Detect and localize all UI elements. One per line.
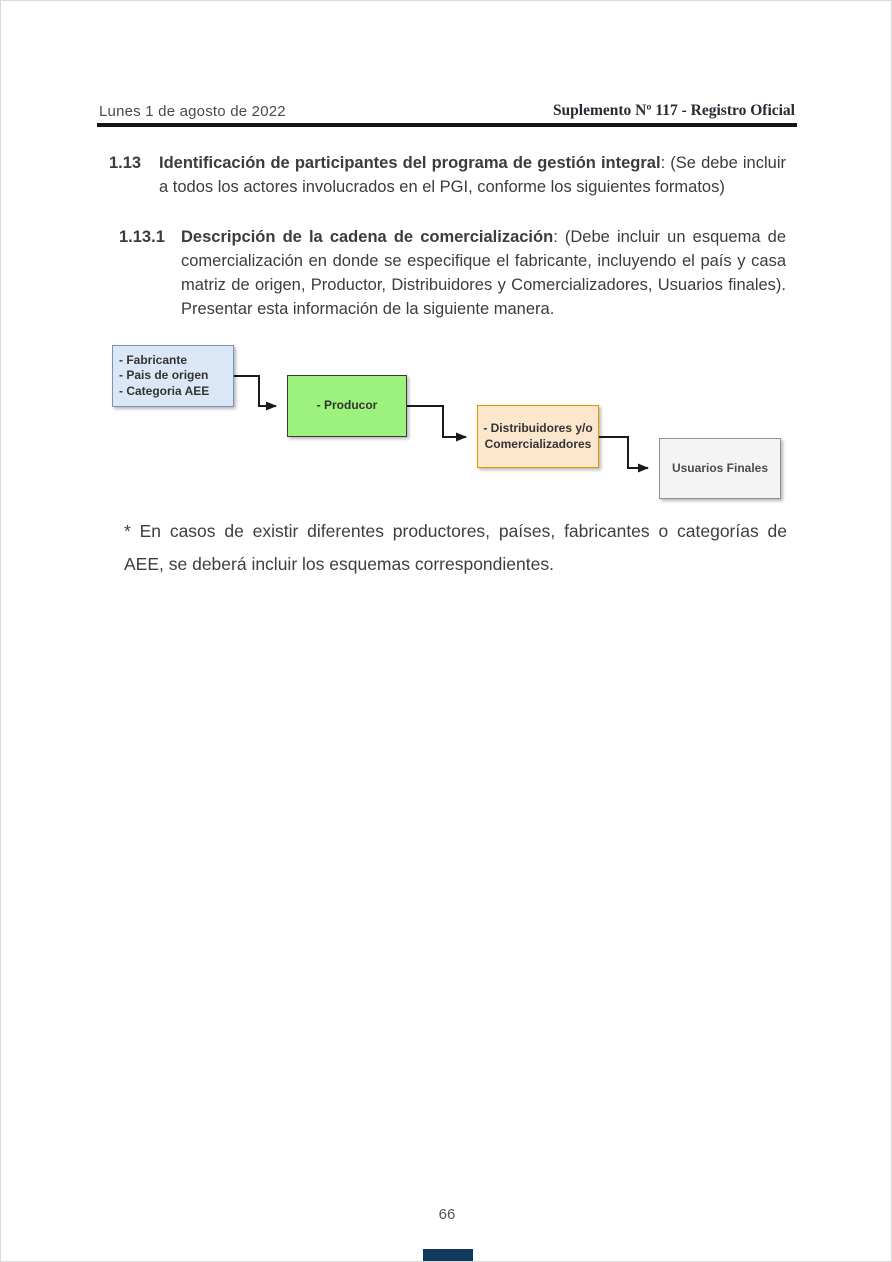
commercialization-flowchart [1,341,892,513]
header-rule [97,123,797,127]
node-label: - Producor [316,398,378,413]
section-title: Descripción de la cadena de comercialización [181,228,554,246]
arrow-productor-distribuidores [407,406,466,437]
section-1-13-1 [97,225,797,321]
section-paragraph [181,225,786,321]
footnote: * En casos de existir diferentes productores, países, fabricantes o categorías de AEE, se deberá incluir los esquemas correspondientes. [124,521,787,574]
section-title: Identificación de participantes del programa de gestión integral [159,154,661,172]
node-usuarios-finales [659,438,781,499]
section-1-13 [97,151,797,199]
node-line: - Fabricante [119,352,188,367]
footer-accent-bar [423,1249,473,1262]
node-line: - Pais de origen [119,368,209,383]
node-line: - Categoria AEE [119,383,210,398]
section-number: 1.13.1 [119,228,165,246]
node-line: Comercializadores [484,436,592,451]
header-publication: Suplemento Nº 117 - Registro Oficial [552,102,795,119]
page-number: 66 [438,1206,456,1223]
arrow-distribuidores-usuarios [599,437,648,468]
arrow-fabricante-productor [234,376,276,406]
header-date: Lunes 1 de agosto de 2022 [99,103,286,120]
node-line: - Distribuidores y/o [483,421,593,435]
node-label: Usuarios Finales [671,460,769,475]
section-number: 1.13 [109,154,142,172]
section-paragraph [159,151,786,199]
section-body: : (Debe incluir un esquema de comercialización en donde se especifique el fabricante, incluyendo el país y casa matriz de origen, Productor, Distribuidores y Comercializadores, Usuarios finales). Presentar esta información de la siguiente manera. [181,228,787,318]
node-distribuidores [477,405,599,468]
node-productor [287,375,407,437]
section-body: : (Se debe incluir a todos los actores involucrados en el PGI, conforme los siguientes formatos) [159,154,786,196]
node-fabricante [112,345,234,407]
